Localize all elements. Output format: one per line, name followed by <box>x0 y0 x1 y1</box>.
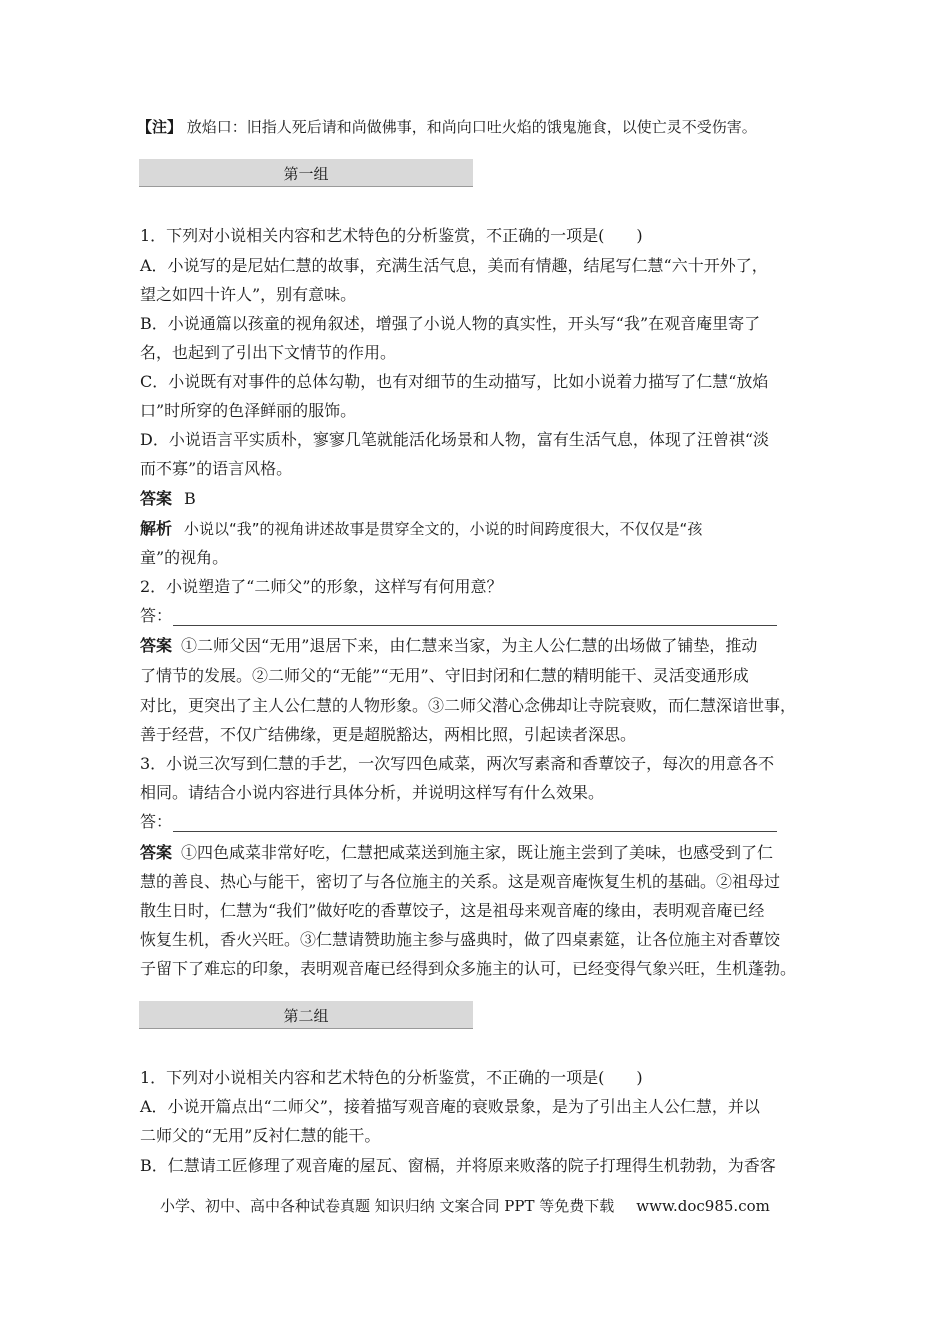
note-label: 【注】 <box>137 118 183 136</box>
q2-answer-blank <box>173 624 777 626</box>
footer-text: 小学、初中、高中各种试卷真题 知识归纳 文案合同 PPT 等免费下载 <box>160 1197 615 1215</box>
q2-answer-prompt: 答： <box>140 606 173 625</box>
page-footer <box>160 1195 770 1216</box>
group2-heading-band <box>139 1001 473 1029</box>
q3-answer-blank <box>173 830 777 832</box>
q1-option-c: C．小说既有对事件的总体勾勒，也有对细节的生动描写，比如小说着力描写了仁慧“放焰 <box>140 372 769 391</box>
analysis-text: 小说以“我”的视角讲述故事是贯穿全文的，小说的时间跨度很大，不仅仅是“孩 <box>184 520 703 538</box>
q1-answer <box>140 489 196 509</box>
q2-answer <box>140 636 757 656</box>
g2-q1-option-a-cont: 二师父的“无用”反衬仁慧的能干。 <box>140 1126 381 1145</box>
q1-analysis <box>140 519 702 539</box>
note-text: 放焰口：旧指人死后请和尚做佛事，和尚向口吐火焰的饿鬼施食，以使亡灵不受伤害。 <box>186 118 757 136</box>
q3-answer-prompt: 答： <box>140 812 173 831</box>
answer-value: B <box>184 489 196 508</box>
group2-heading: 第二组 <box>283 1007 329 1025</box>
q3-answer <box>140 843 773 863</box>
q2-answer-line3: 对比，更突出了主人公仁慧的人物形象。③二师父潜心念佛却让寺院衰败，而仁慧深谙世事， <box>140 696 797 715</box>
q2-stem: 2．小说塑造了“二师父”的形象，这样写有何用意？ <box>140 577 503 596</box>
q1-option-c-cont: 口”时所穿的色泽鲜丽的服饰。 <box>140 401 357 420</box>
answer-label: 答案 <box>140 636 173 655</box>
q3-answer-line5: 子留下了难忘的印象，表明观音庵已经得到众多施主的认可，已经变得气象兴旺，生机蓬勃。 <box>140 959 797 978</box>
q3-answer-line4: 恢复生机，香火兴旺。③仁慧请赞助施主参与盛典时，做了四桌素筵，让各位施主对香蕈饺 <box>140 930 781 949</box>
q3-answer-line2: 慧的善良、热心与能干，密切了与各位施主的关系。这是观音庵恢复生机的基础。②祖母过 <box>140 872 781 891</box>
q1-option-b-cont: 名，也起到了引出下文情节的作用。 <box>140 343 397 362</box>
q1-option-a-cont: 望之如四十许人”，别有意味。 <box>140 285 357 304</box>
q1-option-d-cont: 而不寡”的语言风格。 <box>140 459 293 478</box>
q2-answer-line4: 善于经营，不仅广结佛缘，更是超脱豁达，两相比照，引起读者深思。 <box>140 725 637 744</box>
group1-heading: 第一组 <box>283 165 329 183</box>
answer-text: ①二师父因“无用”退居下来，由仁慧来当家，为主人公仁慧的出场做了铺垫，推动 <box>181 636 758 655</box>
answer-label: 答案 <box>140 489 173 508</box>
answer-text: ①四色咸菜非常好吃，仁慧把咸菜送到施主家，既让施主尝到了美味，也感受到了仁 <box>181 843 774 862</box>
q1-option-b: B．小说通篇以孩童的视角叙述，增强了小说人物的真实性，开头写“我”在观音庵里寄了 <box>140 314 761 333</box>
analysis-label: 解析 <box>140 519 173 538</box>
q3-answer-line3: 散生日时，仁慧为“我们”做好吃的香蕈饺子，这是祖母来观音庵的缘由，表明观音庵已经 <box>140 901 765 920</box>
answer-label: 答案 <box>140 843 173 862</box>
q3-stem-cont: 相同。请结合小说内容进行具体分析，并说明这样写有什么效果。 <box>140 783 605 802</box>
q1-option-a: A．小说写的是尼姑仁慧的故事，充满生活气息，美而有情趣，结尾写仁慧“六十开外了， <box>140 256 768 275</box>
q1-stem: 1．下列对小说相关内容和艺术特色的分析鉴赏，不正确的一项是( ) <box>140 226 643 245</box>
g2-q1-option-b: B．仁慧请工匠修理了观音庵的屋瓦、窗槅，并将原来败落的院子打理得生机勃勃，为香客 <box>140 1156 776 1175</box>
g2-q1-option-a: A．小说开篇点出“二师父”，接着描写观音庵的衰败景象，是为了引出主人公仁慧，并以 <box>140 1097 760 1116</box>
group1-heading-band <box>139 159 473 187</box>
q3-stem: 3．小说三次写到仁慧的手艺，一次写四色咸菜，两次写素斋和香蕈饺子，每次的用意各不 <box>140 754 775 773</box>
footer-url[interactable]: www.doc985.com <box>636 1197 770 1215</box>
q1-option-d: D．小说语言平实质朴，寥寥几笔就能活化场景和人物，富有生活气息，体现了汪曾祺“淡 <box>140 430 770 449</box>
g2-q1-stem: 1．下列对小说相关内容和艺术特色的分析鉴赏，不正确的一项是( ) <box>140 1068 643 1087</box>
note-line <box>137 117 757 137</box>
q1-analysis-cont: 童”的视角。 <box>140 548 229 567</box>
q2-answer-line2: 了情节的发展。②二师父的“无能”“无用”、守旧封闭和仁慧的精明能干、灵活变通形成 <box>140 666 749 685</box>
